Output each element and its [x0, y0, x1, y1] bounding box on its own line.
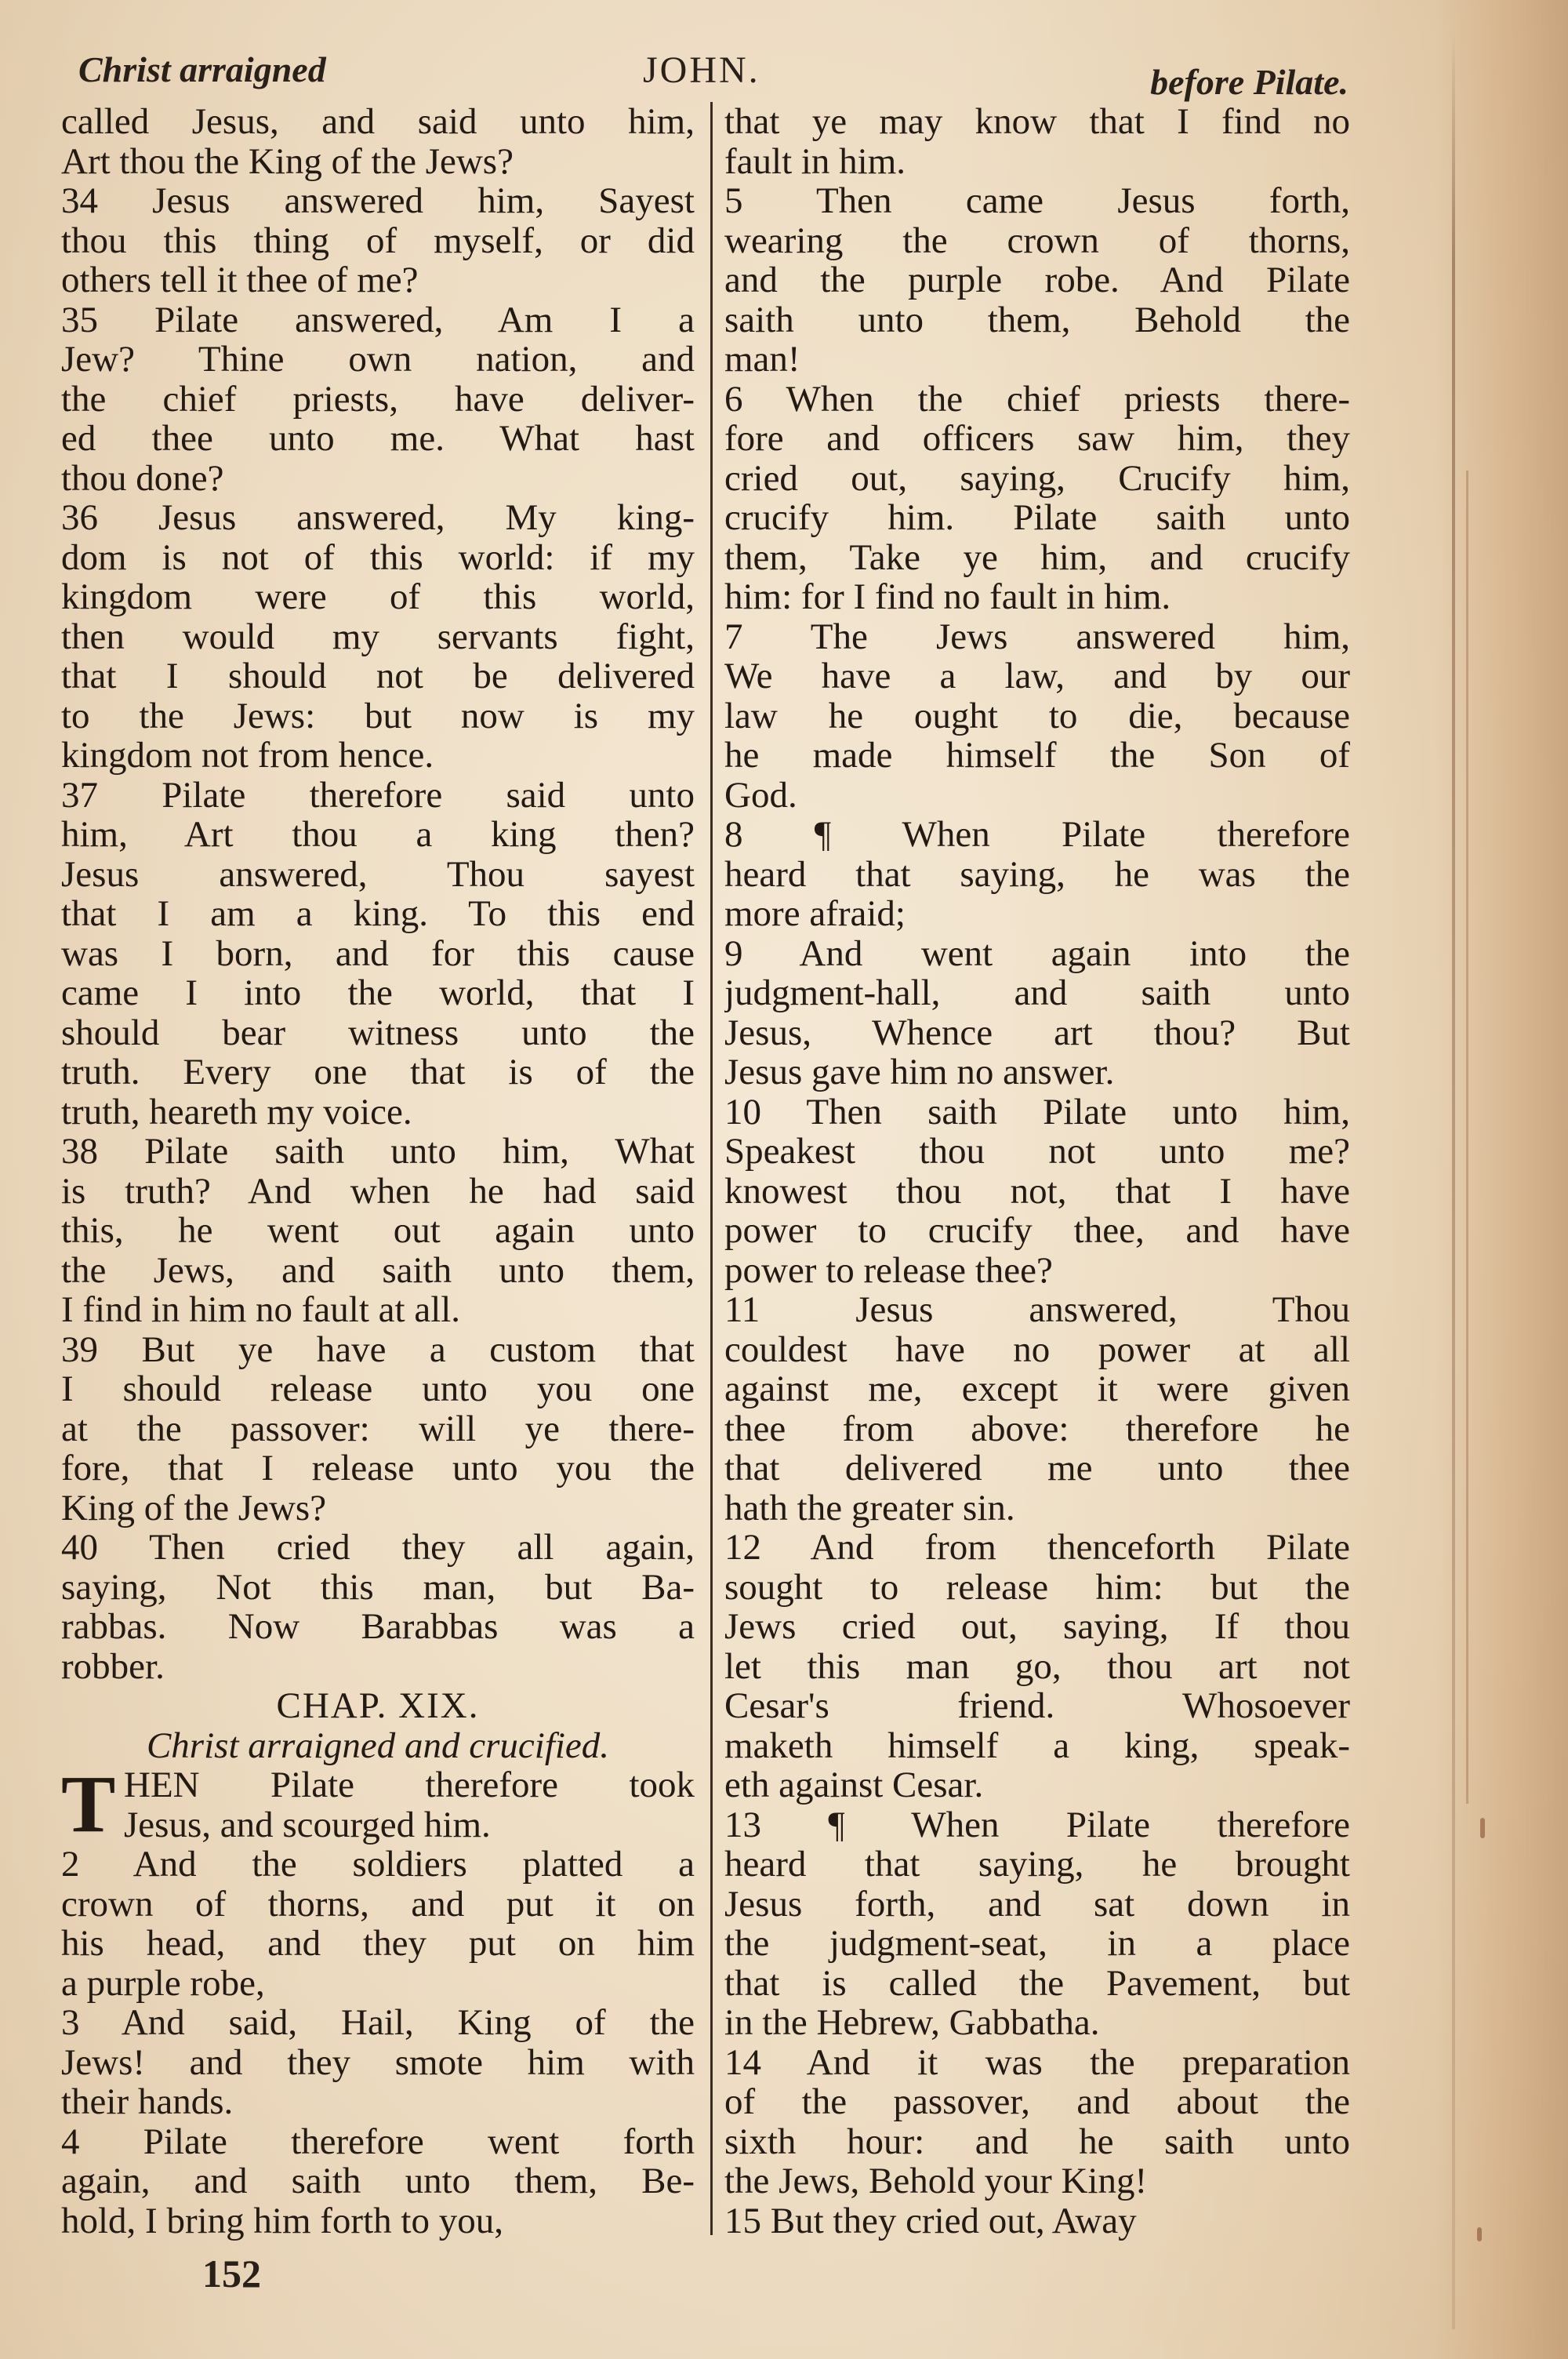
text-line: that delivered me unto thee	[724, 1448, 1350, 1488]
text-line: 3 And said, Hail, King of the	[61, 2003, 695, 2043]
text-line: couldest have no power at all	[724, 1329, 1350, 1369]
right-column	[724, 102, 1350, 2241]
text-line: kingdom not from hence.	[61, 736, 434, 776]
text-line: should bear witness unto the	[61, 1012, 695, 1052]
chapter-first-line: HEN Pilate therefore took	[124, 1765, 695, 1805]
left-column-verses	[61, 102, 695, 1686]
text-line: their hands.	[61, 2082, 234, 2122]
text-line: heard that saying, he brought	[724, 1845, 1350, 1885]
text-line: Jesus answered, Thou sayest	[61, 854, 695, 894]
text-line: knowest thou not, that I have	[724, 1171, 1350, 1211]
text-line: 40 Then cried they all again,	[61, 1528, 695, 1568]
text-line: others tell it thee of me?	[61, 260, 419, 300]
text-line: called Jesus, and said unto him,	[61, 102, 695, 142]
text-line: again, and saith unto them, Be-	[61, 2161, 695, 2201]
text-line: 9 And went again into the	[724, 933, 1350, 973]
text-line: him: for I find no fault in him.	[724, 577, 1171, 617]
text-line: and the purple robe. And Pilate	[724, 260, 1350, 300]
text-line: thou this thing of myself, or did	[61, 220, 695, 260]
text-line: is truth? And when he had said	[61, 1171, 695, 1211]
text-line: 4 Pilate therefore went forth	[61, 2121, 695, 2161]
text-line: judgment-hall, and saith unto	[724, 973, 1350, 1013]
text-line: hath the greater sin.	[724, 1488, 1015, 1528]
text-line: We have a law, and by our	[724, 656, 1350, 696]
text-line: of the passover, and about the	[724, 2082, 1350, 2122]
text-line: 7 The Jews answered him,	[724, 616, 1350, 656]
text-line: dom is not of this world: if my	[61, 537, 695, 577]
chapter-opening	[61, 1759, 695, 1849]
text-line: kingdom were of this world,	[61, 577, 695, 617]
text-line: 14 And it was the preparation	[724, 2042, 1350, 2082]
text-line: sought to release him: but the	[724, 1567, 1350, 1607]
text-line: was I born, and for this cause	[61, 933, 695, 973]
text-line: saying, Not this man, but Ba-	[61, 1567, 695, 1607]
running-head-right: before Pilate.	[1150, 62, 1348, 102]
text-line: power to release thee?	[724, 1250, 1053, 1290]
chapter-summary: Christ arraigned and crucified.	[146, 1725, 610, 1765]
text-line: sixth hour: and he saith unto	[724, 2121, 1350, 2161]
text-line: power to crucify thee, and have	[724, 1211, 1350, 1251]
text-line: thee from above: therefore he	[724, 1408, 1350, 1448]
text-line: maketh himself a king, speak-	[724, 1725, 1350, 1765]
text-line: the Jews, Behold your King!	[724, 2161, 1148, 2201]
text-line: Jesus forth, and sat down in	[724, 1884, 1350, 1924]
text-line: 37 Pilate therefore said unto	[61, 775, 695, 815]
text-line: more afraid;	[724, 894, 906, 934]
text-line: saith unto them, Behold the	[724, 300, 1350, 340]
page-fold-shadow	[1466, 471, 1468, 1804]
text-line: ed thee unto me. What hast	[61, 419, 695, 459]
text-line: 11 Jesus answered, Thou	[724, 1290, 1350, 1330]
text-line: then would my servants fight,	[61, 616, 695, 656]
text-line: a purple robe,	[61, 1963, 265, 2003]
text-line: he made himself the Son of	[724, 736, 1350, 776]
text-line: 2 And the soldiers platted a	[61, 1845, 695, 1885]
text-line: 5 Then came Jesus forth,	[724, 181, 1350, 221]
text-line: came I into the world, that I	[61, 973, 695, 1013]
page-fold-line	[1452, 31, 1455, 2329]
text-line: Jesus, Whence art thou? But	[724, 1012, 1350, 1052]
text-line: him, Art thou a king then?	[61, 815, 695, 855]
text-line: hold, I bring him forth to you,	[61, 2201, 503, 2241]
running-head-book: JOHN.	[643, 49, 760, 91]
text-line: 35 Pilate answered, Am I a	[61, 300, 695, 340]
text-line: Jesus gave him no answer.	[724, 1052, 1115, 1092]
text-line: this, he went out again unto	[61, 1211, 695, 1251]
text-line: crown of thorns, and put it on	[61, 1884, 695, 1924]
text-line: 8 ¶ When Pilate therefore	[724, 815, 1350, 855]
text-line: the judgment-seat, in a place	[724, 1924, 1350, 1964]
text-line: that is called the Pavement, but	[724, 1963, 1350, 2003]
text-line: truth, heareth my voice.	[61, 1092, 412, 1132]
text-line: 12 And from thenceforth Pilate	[724, 1528, 1350, 1568]
page-number: 152	[202, 2252, 261, 2295]
text-line: 36 Jesus answered, My king-	[61, 498, 695, 538]
text-line: Cesar's friend. Whosoever	[724, 1686, 1350, 1726]
text-line: fore and officers saw him, they	[724, 419, 1350, 459]
text-line: in the Hebrew, Gabbatha.	[724, 2003, 1100, 2043]
text-line: man!	[724, 340, 800, 380]
text-line: Art thou the King of the Jews?	[61, 141, 514, 181]
text-line: 15 But they cried out, Away	[724, 2201, 1137, 2241]
text-line: that I am a king. To this end	[61, 894, 695, 934]
chapter-second-line: Jesus, and scourged him.	[124, 1805, 491, 1845]
text-line: 6 When the chief priests there-	[724, 379, 1350, 419]
text-line: 38 Pilate saith unto him, What	[61, 1132, 695, 1172]
text-line: that ye may know that I find no	[724, 102, 1350, 142]
text-line: Jews cried out, saying, If thou	[724, 1607, 1350, 1647]
right-column-verses	[724, 102, 1350, 2241]
running-head-left: Christ arraigned	[78, 49, 326, 89]
text-line: 10 Then saith Pilate unto him,	[724, 1092, 1350, 1132]
text-line: God.	[724, 775, 797, 815]
text-line: fault in him.	[724, 141, 906, 181]
text-line: against me, except it were given	[724, 1369, 1350, 1409]
text-line: crucify him. Pilate saith unto	[724, 498, 1350, 538]
text-line: I find in him no fault at all.	[61, 1290, 461, 1330]
text-line: thou done?	[61, 458, 224, 498]
left-column	[61, 102, 695, 2241]
text-line: the chief priests, have deliver-	[61, 379, 695, 419]
text-line: to the Jews: but now is my	[61, 696, 695, 736]
text-line: his head, and they put on him	[61, 1924, 695, 1964]
paper-speck	[1477, 2227, 1482, 2241]
text-line: I should release unto you one	[61, 1369, 695, 1409]
text-line: 39 But ye have a custom that	[61, 1329, 695, 1369]
text-line: that I should not be delivered	[61, 656, 695, 696]
text-line: the Jews, and saith unto them,	[61, 1250, 695, 1290]
column-divider	[710, 102, 713, 2235]
text-line: fore, that I release unto you the	[61, 1448, 695, 1488]
left-column-verses-after	[61, 1845, 695, 2241]
text-line: King of the Jews?	[61, 1488, 327, 1528]
text-line: heard that saying, he was the	[724, 854, 1350, 894]
text-line: them, Take ye him, and crucify	[724, 537, 1350, 577]
text-line: 13 ¶ When Pilate therefore	[724, 1805, 1350, 1845]
paper-speck	[1480, 1818, 1485, 1838]
text-line: robber.	[61, 1646, 165, 1686]
text-line: truth. Every one that is of the	[61, 1052, 695, 1092]
text-line: wearing the crown of thorns,	[724, 220, 1350, 260]
text-line: 34 Jesus answered him, Sayest	[61, 181, 695, 221]
text-line: Jew? Thine own nation, and	[61, 340, 695, 380]
text-line: let this man go, thou art not	[724, 1646, 1350, 1686]
text-line: Jews! and they smote him with	[61, 2042, 695, 2082]
text-line: rabbas. Now Barabbas was a	[61, 1607, 695, 1647]
chapter-heading: CHAP. XIX.	[276, 1686, 480, 1726]
text-line: eth against Cesar.	[724, 1765, 984, 1805]
drop-cap: T	[61, 1759, 116, 1849]
text-line: Speakest thou not unto me?	[724, 1132, 1350, 1172]
text-line: cried out, saying, Crucify him,	[724, 458, 1350, 498]
running-header	[78, 49, 1348, 102]
text-line: law he ought to die, because	[724, 696, 1350, 736]
text-line: at the passover: will ye there-	[61, 1408, 695, 1448]
